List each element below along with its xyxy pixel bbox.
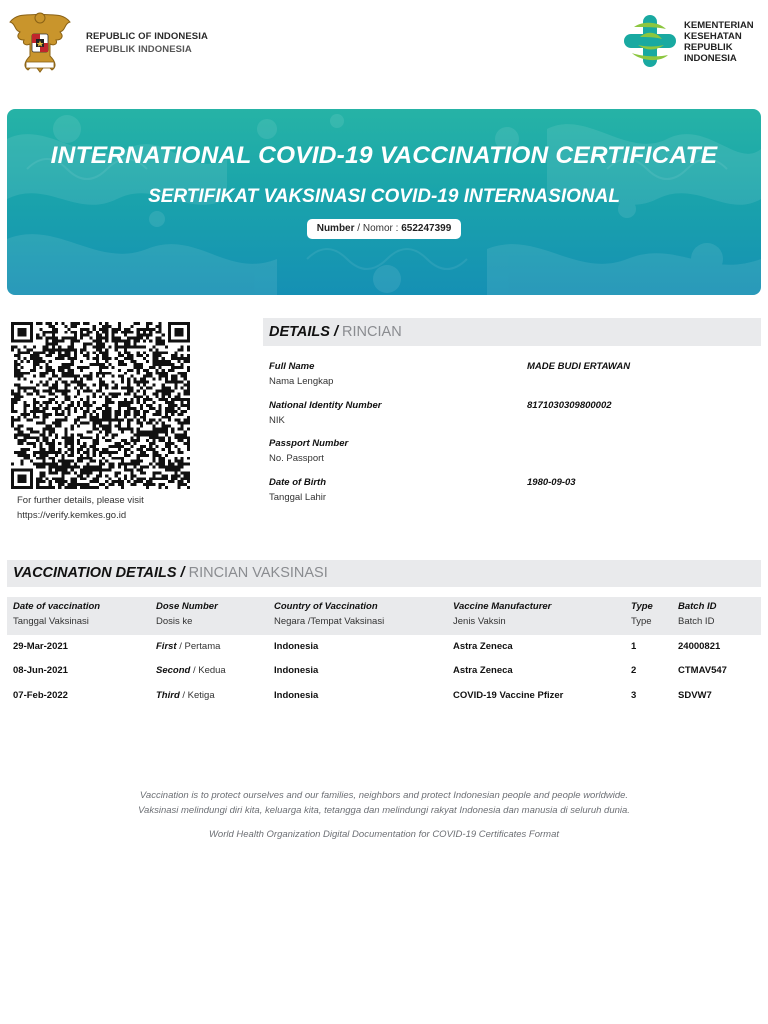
column-header-batch: [678, 600, 717, 629]
cell-batch: SDVW7: [678, 689, 712, 701]
details-header: [263, 318, 761, 346]
ministry-line: INDONESIA: [684, 53, 737, 64]
cell-date: 08-Jun-2021: [13, 665, 68, 677]
column-header-date: [13, 600, 100, 629]
country-name: [86, 30, 208, 56]
certificate-title-id: SERTIFIKAT VAKSINASI COVID-19 INTERNASIONAL: [148, 186, 620, 207]
dose-en: Third: [156, 689, 180, 701]
certificate-title-en: INTERNATIONAL COVID-19 VACCINATION CERTIFICATE: [50, 142, 718, 169]
detail-row-full-name: [263, 360, 761, 390]
detail-label-en: Full Name: [269, 361, 315, 372]
garuda-emblem-icon: [8, 8, 72, 74]
footer-line-en: Vaccination is to protect ourselves and our families, neighbors and protect Indonesian people and people worldwide.: [139, 790, 629, 801]
footer-who-note: World Health Organization Digital Documentation for COVID-19 Certificates Format: [208, 829, 560, 840]
table-row: [7, 635, 761, 659]
qr-code-icon[interactable]: [11, 322, 190, 489]
detail-value: 1980-09-03: [527, 477, 576, 488]
column-header-country: [274, 600, 384, 629]
detail-value: 8171030309800002: [527, 400, 612, 411]
footer-line-id: Vaksinasi melindungi diri kita, keluarga kita, tetangga dan melindungi rakyat Indonesia dan manusia di seluruh dunia.: [138, 804, 630, 816]
footer-message: [0, 789, 768, 818]
detail-label-id: NIK: [269, 414, 285, 426]
column-header-id: Dosis ke: [156, 615, 193, 627]
cell-dose: [156, 664, 226, 679]
ministry-line: KEMENTERIAN: [684, 20, 754, 31]
cell-manufacturer: Astra Zeneca: [453, 665, 513, 677]
detail-row-birth-date: [263, 476, 761, 506]
details-title-id: RINCIAN: [342, 324, 402, 340]
verify-note: [17, 494, 144, 523]
cell-type: 2: [631, 665, 637, 677]
detail-value: MADE BUDI ERTAWAN: [527, 361, 631, 372]
cell-dose: [156, 640, 220, 655]
cell-batch: 24000821: [678, 641, 721, 652]
detail-label-id: Nama Lengkap: [269, 375, 334, 387]
cell-country: Indonesia: [274, 665, 319, 677]
column-header-id: Jenis Vaksin: [453, 615, 506, 627]
number-label-id: / Nomor :: [354, 223, 402, 234]
ministry-name: [684, 20, 754, 64]
detail-label-en: Passport Number: [269, 438, 349, 449]
detail-label-id: Tanggal Lahir: [269, 491, 327, 503]
details-section: [263, 318, 761, 503]
detail-label-en: Date of Birth: [269, 477, 326, 488]
certificate-banner: [7, 109, 761, 295]
cell-batch: CTMAV547: [678, 665, 727, 677]
dose-id: / Pertama: [176, 641, 221, 652]
column-header-en: Batch ID: [678, 601, 717, 612]
column-header-manufacturer: [453, 600, 551, 629]
verify-link[interactable]: https://verify.kemkes.go.id: [17, 509, 127, 521]
cell-date: 29-Mar-2021: [13, 641, 68, 652]
column-header-en: Date of vaccination: [13, 601, 101, 612]
certificate-number: [307, 219, 461, 239]
cell-country: Indonesia: [274, 689, 319, 701]
kemenkes-logo-icon: [622, 13, 678, 69]
cell-date: 07-Feb-2022: [13, 689, 68, 701]
dose-id: / Kedua: [190, 665, 226, 677]
verify-note-text: For further details, please visit: [17, 495, 144, 506]
table-row: [7, 659, 761, 683]
column-header-id: Batch ID: [678, 615, 715, 627]
column-header-en: Type: [631, 601, 653, 612]
cell-type: 1: [631, 641, 637, 652]
number-value: 652247399: [401, 223, 452, 234]
vaccination-section: [7, 560, 761, 701]
cell-manufacturer: COVID-19 Vaccine Pfizer: [453, 689, 564, 701]
country-name-id: REPUBLIK INDONESIA: [86, 44, 192, 55]
ministry-line: REPUBLIK: [684, 42, 733, 53]
column-header-en: Country of Vaccination: [274, 601, 378, 612]
vaccination-table: [7, 597, 761, 708]
table-row: [7, 684, 761, 708]
column-header-id: Tanggal Vaksinasi: [13, 615, 89, 627]
dose-en: First: [156, 641, 177, 652]
detail-label-en: National Identity Number: [269, 400, 382, 411]
cell-type: 3: [631, 689, 637, 701]
vaccination-header: [7, 560, 761, 587]
detail-label-id: No. Passport: [269, 452, 324, 464]
detail-row-passport: [263, 437, 761, 467]
column-header-dose: [156, 600, 218, 629]
vaccination-title-en: VACCINATION DETAILS /: [13, 565, 189, 581]
column-header-id: Type: [631, 615, 652, 627]
dose-id: / Ketiga: [179, 689, 215, 701]
table-header-row: [7, 597, 761, 635]
column-header-id: Negara /Tempat Vaksinasi: [274, 615, 385, 627]
cell-manufacturer: Astra Zeneca: [453, 641, 513, 652]
column-header-en: Vaccine Manufacturer: [453, 601, 552, 612]
ministry-line: KESEHATAN: [684, 31, 742, 42]
column-header-type: [631, 600, 653, 629]
cell-dose: [156, 689, 215, 704]
dose-en: Second: [156, 665, 191, 677]
column-header-en: Dose Number: [156, 601, 218, 612]
details-title-en: DETAILS /: [269, 324, 343, 340]
vaccination-title-id: RINCIAN VAKSINASI: [188, 565, 328, 581]
number-label-en: Number: [316, 223, 355, 234]
cell-country: Indonesia: [274, 641, 319, 652]
detail-row-nik: [263, 399, 761, 429]
country-name-en: REPUBLIC OF INDONESIA: [86, 31, 208, 42]
